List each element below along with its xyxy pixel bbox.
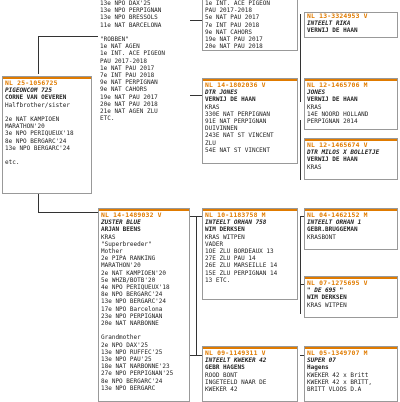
dam-name: ZUSTER BLUE [101,219,141,227]
detail-line: 19e NAT PAU 2017 [100,93,158,101]
dam-sire-details [205,234,295,284]
detail-line: 1e INT. ACE PIGEON [205,0,271,7]
detail-line: etc. [5,159,20,167]
detail-line: 1OE ZLU BORDEAUX 13 [205,248,274,256]
detail-line: "Superbreeder" [101,240,152,248]
dam-sire-card[interactable] [202,208,298,300]
detail-line: KRAS WITPEN [307,301,347,309]
detail-line: 54E NAT ST VINCENT [205,146,271,154]
detail-line: ZLU [205,139,216,147]
detail-line: 9e NAT CAHORS [205,28,252,36]
detail-line: 17e NPO Barcelona [101,305,163,313]
detail-line: KRAS [307,103,322,111]
connector-sire-top [190,20,202,21]
sire-card[interactable] [202,78,298,164]
detail-line: KRAS [307,163,322,171]
detail-line: 2e PIPA RANKING [101,255,156,263]
detail-line: 9e NAT PERPIGNAN [100,79,158,87]
dam-card[interactable] [98,208,190,402]
detail-line: PAU 2017-2018 [205,7,252,15]
dam-sire-dam-owner: WIM DERKSEN [307,294,347,302]
dam-dam-sire-details [307,372,395,394]
detail-line: "ROBBEN" [100,36,129,44]
detail-line: KRAS [101,233,116,241]
detail-line [5,152,89,159]
detail-line: ETC. [100,115,115,123]
sire-sire-name: JONES [307,89,326,97]
dam-sire-dam-name: " DE 695 " [307,287,344,295]
detail-line: 8e NPO BERGARC'24 [5,137,67,145]
sire-details [205,104,295,154]
detail-line: 1e NAT AGEN [100,43,140,51]
detail-line: MARATHON'20 [101,262,141,270]
sire-dam-ring-number: NL 12-1465674 V [307,141,368,149]
detail-line: 14E NOORD HOLLAND [307,110,369,118]
sire-sire-ring-number: NL 12-1465706 M [307,81,368,89]
detail-line: 3e NPO PERIQUEUX'18 [5,130,74,138]
dam-dam-details [205,372,295,394]
sire-dam-details [307,164,395,171]
connector-main-top [38,36,98,37]
grandsire-ring-number: NL 13-3324953 V [307,12,368,20]
dam-dam-sire-name: SUPER 07 [307,357,336,365]
connector-main-vertical [38,36,39,74]
detail-line: 15E ZLU PERPIGNAN 14 [205,269,278,277]
dam-sire-dam-card[interactable] [304,276,398,318]
dam-dam-sire-card[interactable] [304,346,398,402]
dam-sire-sire-card[interactable] [304,208,398,250]
detail-line: KWEKER 42 [205,386,238,394]
detail-line: 91E NAT PERPIGNAN [205,118,267,126]
dam-sire-dam-ring-number: NL 07-1275695 V [307,279,368,287]
dam-details [101,234,187,392]
dam-sire-ring-number: NL 10-1183758 M [205,211,266,219]
sire-sire-details [307,104,395,126]
detail-line: KRASBONT [307,233,336,241]
detail-line [100,29,165,36]
detail-line: KWEKER 42 x Britt [307,371,369,379]
detail-line: 13e NPO PAU'25 [101,356,152,364]
detail-line: 5e WHZB/BOTB'20 [101,276,156,284]
detail-line: INGETEELD NAAR DE [205,378,267,386]
sire-dam-owner: VERWIJ DE HAAN [307,156,358,164]
pigeon-name: PIGEONCOM 725 [5,87,52,95]
sire-sire-owner: VERWIJ DE HAAN [307,96,358,104]
detail-line: 330E NAT PERPIGNAN [205,110,271,118]
sire-dam-card[interactable] [304,138,398,180]
detail-line: 13e NPO PERPIGNAN [100,7,162,15]
connector-sire-mid [190,95,202,96]
grandsire-owner: VERWIJ DE HAAN [307,27,358,35]
detail-line: KRAS WITPEN [205,233,245,241]
detail-line [101,327,187,334]
detail-line: 13e NPO BERGARC'24 [5,144,71,152]
connector-dam-vertical [196,216,197,356]
detail-line: 27e NPO PERPIGNAN'25 [101,370,174,378]
pigeon-ring-number: NL 25-1056725 [5,79,58,87]
detail-line: Halfbrother/sister [5,101,71,109]
detail-line: 20e NAT PAU 2018 [100,100,158,108]
dam-dam-sire-owner: Hagens [307,364,329,372]
detail-line: BRITT VLOOS D.A [307,386,362,394]
detail-line: PAU 2017-2018 [100,57,147,65]
dam-dam-sire-ring-number: NL 05-1349707 M [307,349,368,357]
detail-line: 243E NAT ST VINCENT [205,132,274,140]
detail-line: VADER [205,240,224,248]
sire-ring-number: NL 14-1802036 V [205,81,266,89]
detail-line: 18e NAT NARBONNE'23 [101,363,170,371]
detail-line [5,109,89,116]
detail-line: 26E ZLU MARSEILLE 14 [205,262,278,270]
dam-dam-ring-number: NL 09-1149311 V [205,349,266,357]
grandsire-card-top[interactable] [304,12,398,38]
detail-line: 7e INT PAU 2018 [100,72,155,80]
dam-sire-sire-details [307,234,395,241]
sire-results-card[interactable] [202,0,298,51]
detail-line: 13e NPO BRESSOLS [100,14,158,22]
grandsire-name: INTEELT RIKA [307,20,351,28]
connector-sire-vertical [300,14,301,102]
dam-dam-card[interactable] [202,346,298,402]
detail-line: 9e NAT CAHORS [100,86,147,94]
sire-results-lines [205,0,295,50]
pigeon-details [5,102,89,167]
connector-ds-vertical [300,216,301,314]
dam-ring-number: NL 14-1489032 V [101,211,162,219]
connector-sire-v2 [300,120,301,180]
dam-sire-owner: WIM DERKSEN [205,226,245,234]
detail-line: 4e NPO PERIQUEUX'18 [101,284,170,292]
detail-line: 5e NAT PAU 2017 [205,14,260,22]
detail-line: MARATHON'20 [5,123,45,131]
detail-line: DUIVINNEN [205,125,238,133]
detail-line: 7e INT PAU 2018 [205,21,260,29]
detail-line: 20e NAT NARBONNE [101,320,159,328]
detail-line: 8e NPO BERGARC'24 [101,377,163,385]
sire-dam-name: DTR MILOS X BOLLETJE [307,149,380,157]
dam-dam-owner: GEBR HAGENS [205,364,245,372]
dam-owner: ARJAN BEENS [101,226,141,234]
detail-line: 1e NAT PAU 2017 [100,64,155,72]
detail-line: Grandmother [101,334,141,342]
detail-line: 13e NPO BERGARC [101,384,156,392]
connector-main-dam [38,212,98,213]
detail-line: 13e NPO RUFFEC'25 [101,348,163,356]
sire-owner: VERWIJ DE HAAN [205,96,256,104]
detail-line: 1e INT. ACE PIGEON [100,50,166,58]
detail-line: 19e NAT PAU 2017 [205,36,263,44]
detail-line: 21e NAT AGEN ZLU [100,108,158,116]
detail-line: 23e NPO PERPIGNAN [101,312,163,320]
dam-sire-sire-owner: GEBR.BRUGGEMAN [307,226,358,234]
sire-name: DTR JONES [205,89,238,97]
detail-line: 13e NPO BERGARC'24 [101,298,167,306]
dam-sire-dam-details [307,302,395,309]
upper-results-text [100,0,165,122]
dam-sire-sire-name: INTEELT ORHAN 1 [307,219,362,227]
detail-line: 20e NAT PAU 2018 [205,43,263,51]
detail-line: 2e NPO DAX'25 [101,341,148,349]
detail-line: 8e NPO BERGARC'24 [101,291,163,299]
dam-sire-sire-ring-number: NL 04-1462152 M [307,211,368,219]
detail-line: 11e NAT BARCELONA [100,21,162,29]
sire-sire-card[interactable] [304,78,398,130]
detail-line: 27E ZLU PAU 14 [205,255,256,263]
detail-line: Mother [101,248,123,256]
detail-line: PERPIGNAN 2014 [307,118,358,126]
detail-line: 2e NAT KAMPIOEN'20 [101,269,167,277]
detail-line: 2e NAT KAMPIOEN [5,116,60,124]
detail-line: ROOD BONT [205,371,238,379]
detail-line: 13 ETC. [205,276,231,284]
detail-line: KWEKER 42 x BRITT, [307,378,373,386]
dam-dam-name: INTEELT KWEKER 42 [205,357,267,365]
detail-line: KRAS [205,103,220,111]
pigeon-owner: CORNE VAN OEVEREN [5,94,67,102]
dam-sire-name: INTEELT ORHAN 758 [205,219,267,227]
main-pigeon-card[interactable] [2,76,92,194]
detail-line: 13e NPO DAX'25 [100,0,151,7]
